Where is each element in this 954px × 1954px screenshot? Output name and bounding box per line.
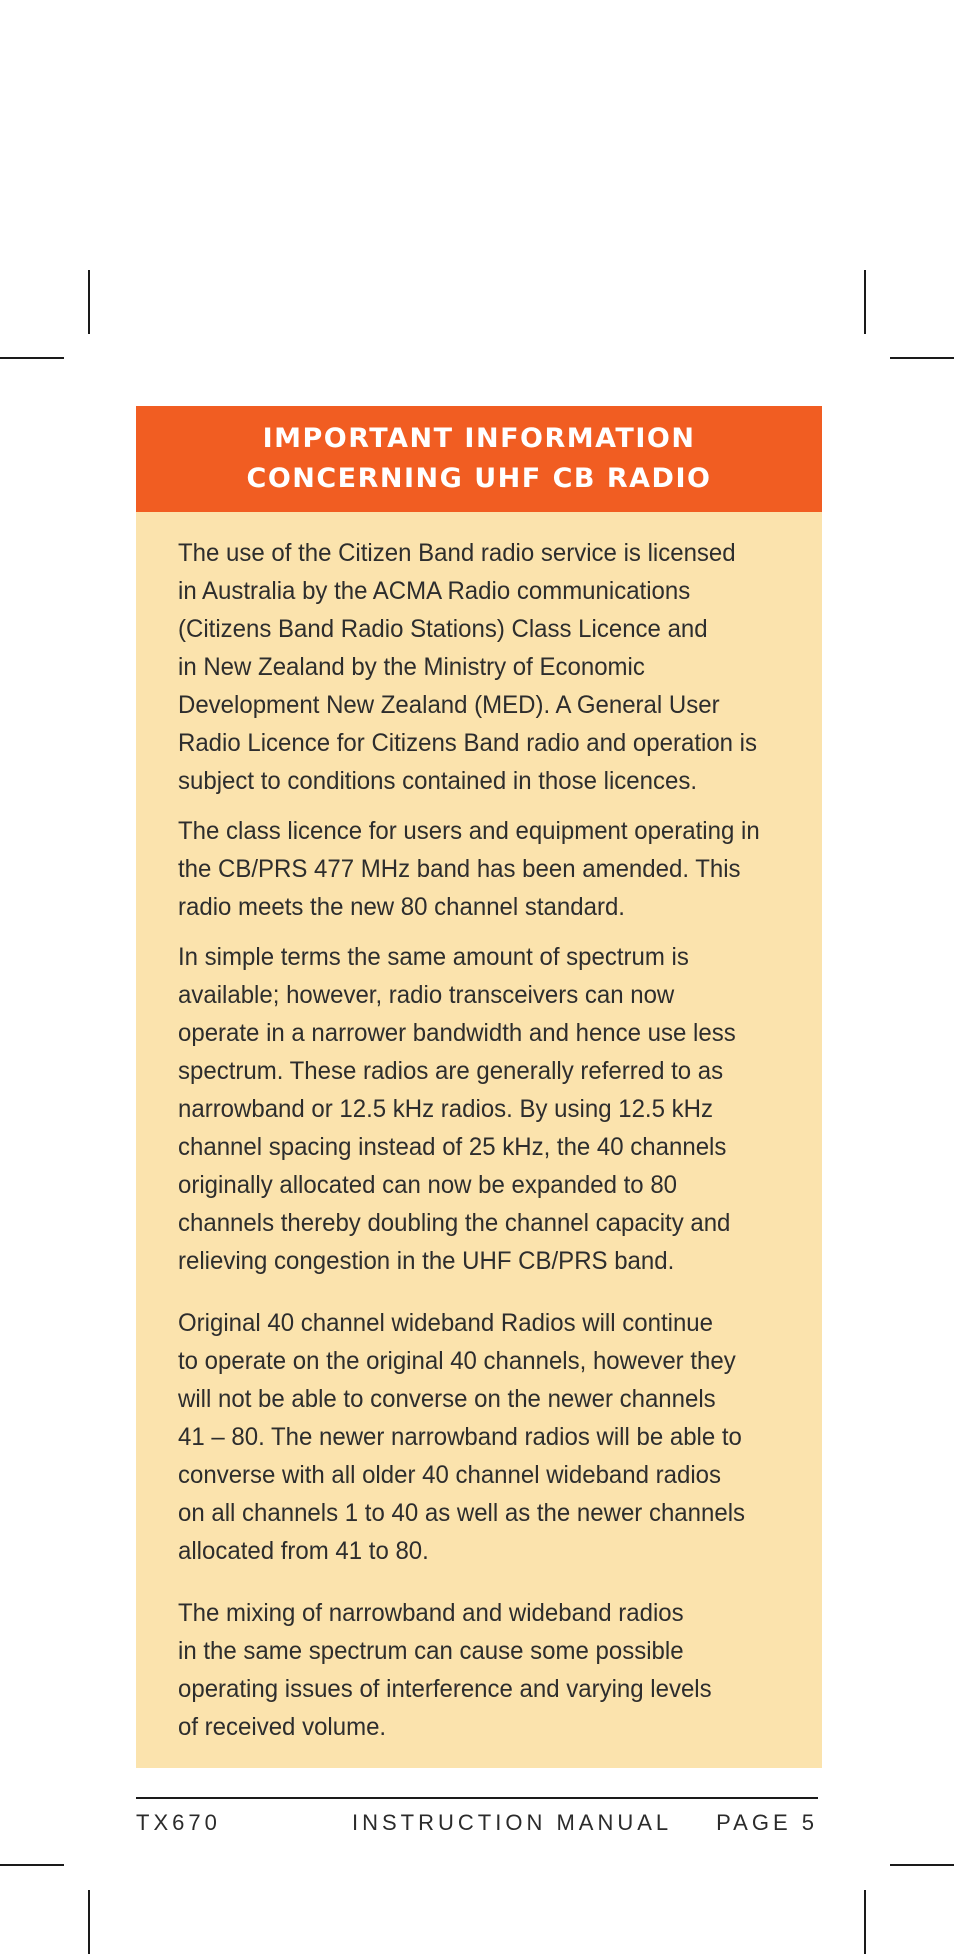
footer-page-number: PAGE 5 [716, 1810, 818, 1835]
paragraph-licensing [178, 534, 779, 800]
text-line: relieving congestion in the UHF CB/PRS band. [178, 1247, 675, 1275]
footer-title: INSTRUCTION MANUAL [352, 1810, 673, 1835]
paragraph-narrowband [178, 938, 779, 1280]
important-information-panel [136, 406, 822, 1768]
text-line: channels thereby doubling the channel capacity and [178, 1209, 731, 1237]
crop-mark-top-left-horizontal [0, 357, 64, 359]
crop-mark-bottom-right-vertical [864, 1890, 866, 1954]
text-line: operate in a narrower bandwidth and hence use less [178, 1019, 736, 1047]
paragraph-class-licence [178, 812, 779, 926]
crop-mark-top-right-vertical [864, 270, 866, 334]
text-line: available; however, radio transceivers can now [178, 981, 675, 1009]
text-line: to operate on the original 40 channels, however they [178, 1347, 736, 1375]
text-line: radio meets the new 80 channel standard. [178, 893, 625, 921]
text-line: channel spacing instead of 25 kHz, the 40 channels [178, 1133, 727, 1161]
crop-mark-top-right-horizontal [890, 357, 954, 359]
text-line: converse with all older 40 channel wideband radios [178, 1461, 721, 1489]
footer-model: TX670 [136, 1810, 221, 1835]
heading-line-1: IMPORTANT INFORMATION [262, 423, 696, 454]
text-line: The mixing of narrowband and wideband radios [178, 1599, 684, 1627]
text-line: the CB/PRS 477 MHz band has been amended. This [178, 855, 741, 883]
footer-rule [136, 1797, 818, 1799]
paragraph-wideband-compatibility [178, 1304, 779, 1570]
text-line: on all channels 1 to 40 as well as the newer channels [178, 1499, 746, 1527]
text-line: spectrum. These radios are generally referred to as [178, 1057, 724, 1085]
text-line: operating issues of interference and varying levels [178, 1675, 712, 1703]
text-line: (Citizens Band Radio Stations) Class Licence and [178, 615, 708, 643]
paragraph-interference [178, 1594, 779, 1746]
text-line: originally allocated can now be expanded to 80 [178, 1171, 678, 1199]
page-footer [136, 1810, 818, 1840]
crop-mark-bottom-right-horizontal [890, 1864, 954, 1866]
panel-body [136, 512, 822, 1746]
text-line: narrowband or 12.5 kHz radios. By using 12.5 kHz [178, 1095, 713, 1123]
text-line: allocated from 41 to 80. [178, 1537, 429, 1565]
heading-line-2: CONCERNING UHF CB RADIO [246, 463, 712, 494]
text-line: 41 – 80. The newer narrowband radios will be able to [178, 1423, 742, 1451]
text-line: Development New Zealand (MED). A General User [178, 691, 720, 719]
text-line: of received volume. [178, 1713, 387, 1741]
text-line: subject to conditions contained in those licences. [178, 767, 697, 795]
crop-mark-bottom-left-horizontal [0, 1864, 64, 1866]
crop-mark-top-left-vertical [88, 270, 90, 334]
text-line: in Australia by the ACMA Radio communications [178, 577, 691, 605]
crop-mark-bottom-left-vertical [88, 1890, 90, 1954]
text-line: will not be able to converse on the newer channels [178, 1385, 716, 1413]
text-line: In simple terms the same amount of spectrum is [178, 943, 689, 971]
text-line: The class licence for users and equipment operating in [178, 817, 760, 845]
text-line: Radio Licence for Citizens Band radio and operation is [178, 729, 758, 757]
text-line: in New Zealand by the Ministry of Economic [178, 653, 645, 681]
panel-heading [136, 406, 822, 512]
text-line: The use of the Citizen Band radio service is licensed [178, 539, 736, 567]
text-line: in the same spectrum can cause some possible [178, 1637, 684, 1665]
text-line: Original 40 channel wideband Radios will continue [178, 1309, 714, 1337]
